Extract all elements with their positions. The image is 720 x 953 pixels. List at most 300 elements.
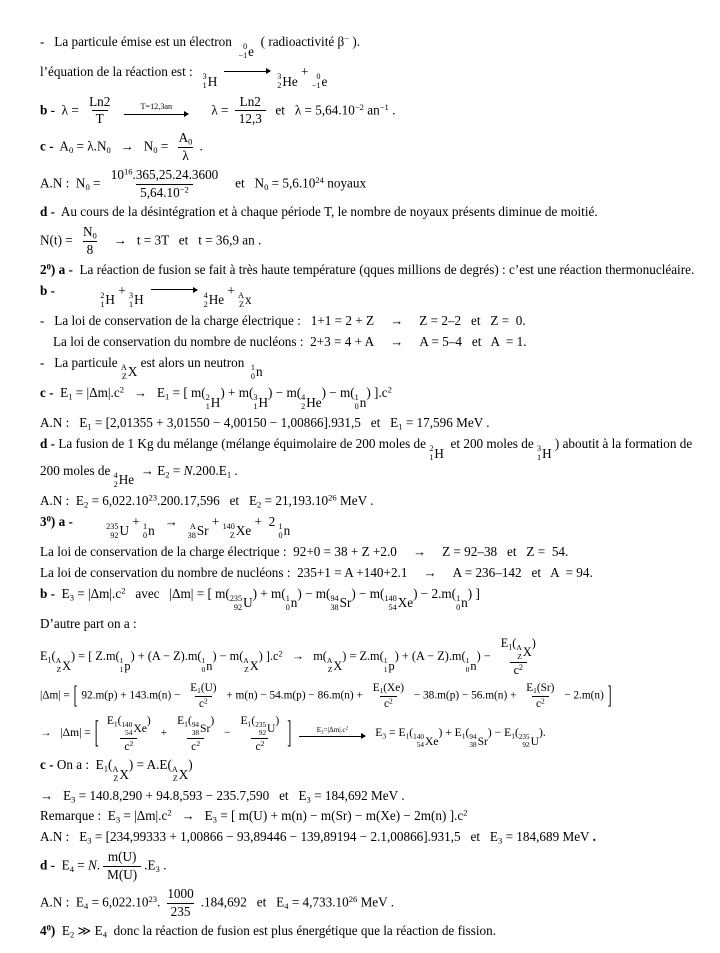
nuclide-scripts bbox=[112, 765, 118, 783]
nuclide-scripts bbox=[203, 72, 207, 90]
text-run: E bbox=[372, 726, 383, 740]
text-run: ) − m( bbox=[268, 385, 302, 401]
atomic-number: −1 bbox=[238, 51, 248, 61]
bold-text-run: 4 bbox=[40, 923, 47, 939]
text-run: → bbox=[154, 513, 188, 529]
numerator bbox=[175, 131, 197, 147]
spacer bbox=[407, 576, 423, 577]
text-run: = |Δm|.c bbox=[73, 585, 122, 601]
mass-number: 0 bbox=[316, 72, 321, 82]
tall-bracket: ] bbox=[607, 680, 612, 710]
nuclide-scripts bbox=[286, 594, 290, 612]
atomic-number: 1 bbox=[383, 664, 388, 674]
superscript: 23 bbox=[148, 492, 158, 503]
numerator bbox=[497, 637, 540, 662]
q3b-delta-m-result bbox=[40, 714, 696, 753]
element-symbol: H bbox=[105, 292, 115, 308]
spacer bbox=[374, 324, 390, 325]
subscript: 1 bbox=[379, 686, 384, 696]
text-run: = bbox=[157, 138, 172, 154]
mass-number: 94 bbox=[469, 733, 477, 742]
superscript: 2 bbox=[121, 585, 126, 596]
atomic-number: 1 bbox=[253, 402, 258, 412]
nuclide-scripts bbox=[330, 594, 338, 612]
element-symbol: Sr bbox=[196, 523, 209, 539]
text-run: . bbox=[159, 857, 167, 873]
text-run: E bbox=[316, 725, 322, 734]
nuclide bbox=[278, 522, 290, 540]
mass-number: A bbox=[326, 656, 333, 666]
text-run: - La loi de conservation de la charge électrique : 1+1 = 2 + Z bbox=[40, 312, 375, 328]
text-run: = bbox=[73, 857, 89, 873]
superscript: 2 bbox=[119, 384, 124, 395]
text-run: 10 bbox=[110, 166, 124, 182]
mass-number: 3 bbox=[202, 72, 207, 82]
q3-charge-conservation bbox=[40, 544, 696, 561]
nuclide-scripts bbox=[56, 657, 62, 674]
q3d-e4-an bbox=[40, 887, 696, 920]
mass-number: 1 bbox=[143, 521, 148, 531]
text-run: + bbox=[224, 282, 239, 298]
text-run: − 2.m(n) bbox=[561, 689, 607, 702]
mass-number: A bbox=[112, 765, 119, 775]
mass-number: 1 bbox=[201, 656, 206, 666]
numerator bbox=[85, 95, 114, 111]
subscript: 3 bbox=[497, 835, 503, 846]
line-c-activity bbox=[40, 131, 696, 164]
q4-conclusion bbox=[40, 923, 696, 940]
text-run: ( bbox=[251, 714, 256, 728]
fraction bbox=[103, 850, 141, 883]
subscript: 3 bbox=[212, 815, 217, 826]
atomic-number: Z bbox=[244, 664, 249, 674]
nuclide bbox=[286, 594, 298, 612]
nuclide-scripts bbox=[255, 721, 266, 737]
nuclide bbox=[204, 291, 224, 309]
denominator bbox=[120, 738, 137, 753]
atomic-number: 0 bbox=[278, 530, 283, 540]
numerator bbox=[522, 682, 558, 696]
text-run: T bbox=[95, 111, 104, 127]
text-run: ) bbox=[210, 714, 215, 728]
text-run: ) − m( bbox=[351, 585, 385, 601]
text-run: ( radioactivité β bbox=[254, 34, 345, 49]
mass-number: 1 bbox=[285, 593, 290, 603]
text-run: ( bbox=[512, 636, 517, 651]
element-symbol: U bbox=[119, 523, 129, 539]
element-symbol: Sr bbox=[477, 734, 488, 748]
nuclide bbox=[301, 393, 321, 411]
element-symbol: n bbox=[470, 658, 477, 673]
text-run: = 4,733.10 bbox=[288, 894, 349, 910]
tall-bracket: [ bbox=[94, 713, 99, 750]
element-symbol: U bbox=[243, 595, 253, 611]
text-run: ). bbox=[349, 34, 361, 49]
bold-text-run: b - bbox=[40, 585, 59, 601]
subscript: 1 bbox=[226, 469, 232, 480]
reaction-arrow bbox=[299, 727, 365, 741]
atomic-number: Z bbox=[517, 651, 522, 661]
text-run: = [234,99333 + 1,00866 − 93,89446 − 139,89194 − 2.1,00866].931,5 et E bbox=[91, 829, 498, 845]
superscript: 2 bbox=[540, 695, 545, 705]
denominator bbox=[251, 738, 268, 753]
fraction bbox=[497, 637, 540, 678]
atomic-number: 2 bbox=[301, 402, 306, 412]
subscript: 3 bbox=[87, 835, 92, 846]
nuclide bbox=[201, 657, 212, 674]
fraction bbox=[522, 682, 558, 710]
bold-text-run: d - bbox=[40, 857, 59, 873]
text-run: E bbox=[56, 385, 69, 401]
text-run: ) bbox=[188, 757, 193, 773]
nuclide-scripts bbox=[230, 594, 242, 612]
subscript: 3 bbox=[155, 864, 160, 875]
mass-number: 1 bbox=[456, 593, 461, 603]
superscript: 2 bbox=[463, 808, 468, 819]
subscript: 3 bbox=[306, 794, 311, 805]
text-run: La fusion de 1 Kg du mélange (mélange équimolaire de 200 moles de bbox=[58, 436, 430, 452]
nuclide bbox=[413, 733, 438, 749]
text-run: c bbox=[384, 697, 390, 710]
text-run: et 200 moles de bbox=[443, 436, 537, 452]
text-run: → E bbox=[134, 462, 166, 478]
text-run: ) + m( bbox=[220, 385, 254, 401]
atomic-number: Z bbox=[121, 371, 127, 381]
atomic-number: 2 bbox=[203, 299, 208, 309]
text-run: E bbox=[240, 714, 248, 728]
element-symbol: H bbox=[207, 73, 218, 89]
fraction bbox=[85, 95, 114, 128]
mass-number: 4 bbox=[301, 393, 306, 403]
atomic-number: 0 bbox=[201, 664, 206, 674]
text-run: . bbox=[96, 857, 101, 873]
text-run: ( bbox=[409, 726, 414, 740]
denominator bbox=[510, 662, 527, 678]
tall-bracket: [ bbox=[73, 680, 78, 710]
text-run: . bbox=[157, 894, 161, 910]
text-run: ) ].c bbox=[366, 385, 388, 401]
nuclide bbox=[384, 594, 413, 612]
text-run: = 21,193.10 bbox=[261, 492, 329, 508]
text-run: M(U) bbox=[107, 867, 138, 883]
bold-text-run: . bbox=[592, 829, 596, 845]
nuclide-scripts bbox=[122, 721, 133, 737]
mass-number: 4 bbox=[113, 470, 118, 480]
text-run: → bbox=[390, 333, 404, 349]
text-run: + bbox=[297, 64, 312, 80]
subscript: 4 bbox=[69, 864, 74, 875]
atomic-number: 38 bbox=[191, 729, 199, 738]
q3b-delta-m-expansion bbox=[40, 682, 696, 710]
mass-number: 140 bbox=[222, 521, 235, 531]
nuclide-scripts bbox=[456, 594, 460, 612]
text-run: A.N : E bbox=[40, 492, 84, 508]
subscript: 2 bbox=[83, 499, 89, 510]
element-symbol: p bbox=[124, 658, 131, 673]
text-run: = [ m( bbox=[169, 385, 206, 401]
text-run: = 184,689 MeV bbox=[502, 829, 593, 845]
superscript: 0 bbox=[46, 261, 51, 272]
numerator bbox=[173, 714, 218, 738]
q3d-e4-formula bbox=[40, 850, 696, 883]
nuclide-scripts bbox=[251, 363, 255, 381]
text-run: N(t) = bbox=[40, 232, 77, 248]
element-symbol: n bbox=[148, 523, 155, 539]
text-run: 8 bbox=[86, 241, 94, 257]
spacer bbox=[374, 345, 390, 346]
text-run: .200.E bbox=[192, 462, 227, 478]
text-run: ) − 2.m( bbox=[413, 585, 457, 601]
atomic-number: 1 bbox=[128, 299, 134, 309]
superscript: 2 bbox=[389, 695, 393, 705]
mass-number: 140 bbox=[384, 593, 397, 603]
element-symbol: Xe bbox=[133, 722, 147, 736]
text-run: donc la réaction de fusion est plus énergétique que la réaction de fission. bbox=[107, 923, 497, 939]
mass-number: 235 bbox=[255, 721, 267, 730]
nuclide-scripts bbox=[243, 657, 249, 674]
denominator bbox=[380, 696, 397, 711]
nuclide-scripts bbox=[429, 444, 433, 462]
denominator bbox=[167, 903, 195, 920]
element-symbol: Sr bbox=[339, 595, 352, 611]
text-run: La réaction de fusion se fait à très haute température (qques millions de degrés) : c’est une réaction thermonucléaire. bbox=[76, 261, 695, 277]
text-run: A.N : E bbox=[40, 415, 88, 431]
superscript: 0 bbox=[46, 923, 51, 934]
nuclide bbox=[122, 721, 147, 737]
fraction bbox=[235, 95, 266, 128]
bold-text-run: 3 bbox=[40, 513, 47, 529]
text-run: (Sr) bbox=[536, 681, 555, 694]
line-an-n0 bbox=[40, 168, 696, 201]
text-run: (Xe) bbox=[383, 681, 404, 694]
denominator bbox=[235, 110, 266, 127]
mass-number: A bbox=[243, 656, 249, 666]
element-symbol: He bbox=[118, 472, 135, 488]
text-run: = bbox=[89, 175, 104, 191]
text-run: c bbox=[191, 740, 197, 754]
mass-number: 94 bbox=[191, 721, 199, 730]
text-run: + bbox=[208, 513, 223, 529]
text-run: ( bbox=[465, 726, 470, 740]
spacer bbox=[195, 113, 211, 114]
denominator bbox=[195, 696, 212, 711]
text-run: ) + (A − Z).m( bbox=[130, 649, 202, 664]
mass-number: A bbox=[238, 290, 245, 300]
q2a-thermonuclear-statement bbox=[40, 262, 696, 279]
numerator bbox=[107, 168, 222, 184]
text-run: On a : E bbox=[56, 757, 104, 773]
q3b-e3-formula bbox=[40, 586, 696, 612]
superscript: 2 bbox=[278, 649, 283, 659]
element-symbol: e bbox=[248, 43, 255, 59]
nuclide-scripts bbox=[238, 291, 244, 309]
denominator bbox=[532, 696, 549, 711]
q3c-remarque bbox=[40, 808, 696, 825]
numerator bbox=[79, 225, 101, 241]
atomic-number: Z bbox=[229, 530, 235, 540]
q2d-e2-an bbox=[40, 493, 696, 510]
text-run: ( bbox=[51, 649, 56, 664]
text-run: T=12,3an bbox=[140, 102, 173, 112]
numerator bbox=[369, 682, 408, 696]
text-run: c bbox=[199, 697, 205, 710]
subscript: 1 bbox=[184, 719, 188, 729]
nuclide bbox=[243, 657, 258, 674]
subscript: 1 bbox=[405, 731, 410, 741]
element-symbol: He bbox=[306, 394, 322, 410]
subscript: 3 bbox=[69, 592, 74, 603]
text-run: → |Δm| = bbox=[40, 726, 94, 740]
subscript: 3 bbox=[71, 794, 76, 805]
text-run: . bbox=[231, 462, 238, 478]
atomic-number: 1 bbox=[202, 81, 207, 91]
nuclide bbox=[114, 471, 134, 489]
nuclide bbox=[192, 721, 211, 737]
text-run: = 6,022.10 bbox=[88, 894, 149, 910]
q3b-dautre-part bbox=[40, 616, 696, 633]
text-run: ( bbox=[187, 714, 192, 728]
bold-text-run: 2 bbox=[40, 261, 47, 277]
mass-number: 3 bbox=[128, 290, 134, 300]
text-run: ) bbox=[531, 636, 536, 651]
element-symbol: e bbox=[321, 73, 328, 89]
superscript: 2 bbox=[260, 739, 265, 749]
nuclide bbox=[516, 644, 531, 661]
fraction bbox=[163, 887, 197, 920]
superscript: 2 bbox=[167, 808, 172, 819]
text-run: Remarque : E bbox=[40, 808, 116, 824]
fraction bbox=[173, 714, 218, 753]
atomic-number: 38 bbox=[469, 741, 477, 750]
text-run: = 140.8,290 + 94.8,593 − 235.7,590 et E bbox=[75, 787, 307, 803]
nuclide bbox=[120, 657, 131, 674]
text-run: → bbox=[423, 564, 437, 580]
text-run: ) − m( bbox=[212, 649, 244, 664]
bold-text-run: d - bbox=[40, 204, 59, 220]
text-run: E bbox=[58, 857, 70, 873]
text-run: = [2,01355 + 3,01550 − 4,00150 − 1,00866].931,5 et E bbox=[91, 415, 399, 431]
text-run: La loi de conservation du nombre de nucléons : 2+3 = 4 + A bbox=[53, 333, 375, 349]
spacer bbox=[403, 345, 419, 346]
text-run: ) = Z.m( bbox=[342, 649, 384, 664]
superscript: −1 bbox=[379, 101, 389, 112]
solution-text bbox=[40, 34, 696, 940]
spacer bbox=[397, 555, 413, 556]
mass-number: A bbox=[120, 362, 127, 372]
text-run: 235 bbox=[170, 903, 191, 919]
text-run: Z = 92–38 et Z = 54. bbox=[442, 544, 569, 560]
element-symbol: H bbox=[210, 394, 221, 410]
element-symbol: X bbox=[333, 658, 343, 673]
text-run: ) = A.E( bbox=[128, 757, 172, 773]
element-symbol: Xe bbox=[424, 734, 439, 748]
reaction-arrow bbox=[151, 289, 197, 294]
text-run: ) + (A − Z).m( bbox=[394, 649, 466, 664]
text-run: et λ = 5,64.10 bbox=[268, 101, 355, 117]
nuclide-scripts bbox=[312, 72, 321, 90]
subscript: 1 bbox=[461, 731, 466, 741]
text-run: E bbox=[106, 714, 114, 728]
spacer bbox=[426, 555, 442, 556]
q3c-e3-an bbox=[40, 788, 696, 805]
nuclide-scripts bbox=[100, 291, 104, 309]
nuclide bbox=[230, 594, 253, 612]
mass-number: A bbox=[189, 521, 196, 531]
element-symbol: He bbox=[282, 73, 298, 89]
subscript: 1 bbox=[87, 421, 92, 432]
atomic-number: 0 bbox=[250, 371, 255, 381]
element-symbol: Xe bbox=[397, 595, 414, 611]
nuclide bbox=[384, 657, 395, 674]
arrow-shaft bbox=[151, 289, 197, 290]
text-run: = λ.N bbox=[73, 138, 107, 154]
nuclide-scripts bbox=[327, 657, 333, 674]
element-symbol: n bbox=[359, 394, 367, 410]
element-symbol: X bbox=[127, 364, 138, 380]
atomic-number: 38 bbox=[187, 530, 196, 540]
numerator bbox=[103, 714, 155, 738]
line-b-lambda bbox=[40, 95, 696, 128]
mass-number: A bbox=[516, 643, 522, 653]
atomic-number: 2 bbox=[277, 81, 282, 91]
atomic-number: 0 bbox=[143, 530, 148, 540]
superscript: 0 bbox=[46, 513, 51, 524]
nuclide bbox=[223, 522, 252, 540]
text-run: ) ].c bbox=[258, 649, 279, 664]
spacer bbox=[76, 525, 106, 526]
nuclide-scripts bbox=[238, 42, 247, 60]
element-symbol: n bbox=[290, 595, 298, 611]
atomic-number: Z bbox=[327, 664, 333, 674]
nuclide bbox=[253, 393, 268, 411]
atomic-number: 0 bbox=[354, 402, 359, 412]
text-run: Ln2 bbox=[89, 93, 111, 109]
subscript: 4 bbox=[102, 929, 108, 940]
text-run: E bbox=[500, 636, 509, 651]
text-run: D’autre part on a : bbox=[40, 616, 137, 632]
spacer bbox=[437, 576, 453, 577]
text-run: est alors un neutron bbox=[137, 354, 251, 370]
text-run: − 38.m(p) − 56.m(n) + bbox=[411, 689, 520, 702]
denominator bbox=[187, 738, 204, 753]
nuclide-scripts bbox=[192, 721, 199, 737]
text-run: λ = bbox=[58, 101, 83, 117]
text-run: c bbox=[255, 740, 261, 754]
nuclide bbox=[466, 657, 477, 674]
nuclide bbox=[206, 393, 221, 411]
nuclide bbox=[172, 765, 188, 783]
text-run: = bbox=[169, 462, 184, 478]
text-run: c bbox=[513, 663, 520, 678]
fraction bbox=[237, 714, 284, 753]
text-run: E bbox=[177, 714, 185, 728]
mass-number: 1 bbox=[383, 656, 388, 666]
denominator bbox=[136, 184, 193, 201]
nuclide bbox=[188, 522, 209, 540]
text-run: E bbox=[190, 681, 198, 694]
atomic-number: Z bbox=[239, 299, 245, 309]
subscript: 3 bbox=[321, 730, 324, 736]
element-symbol: H bbox=[258, 394, 269, 410]
spacer bbox=[403, 324, 419, 325]
superscript: 2 bbox=[345, 726, 348, 732]
tall-bracket: ] bbox=[287, 713, 292, 750]
nuclide bbox=[429, 444, 444, 462]
nuclide-scripts bbox=[469, 733, 476, 749]
nuclide bbox=[203, 72, 218, 90]
nuclide-scripts bbox=[384, 657, 388, 674]
nuclide bbox=[106, 522, 129, 540]
